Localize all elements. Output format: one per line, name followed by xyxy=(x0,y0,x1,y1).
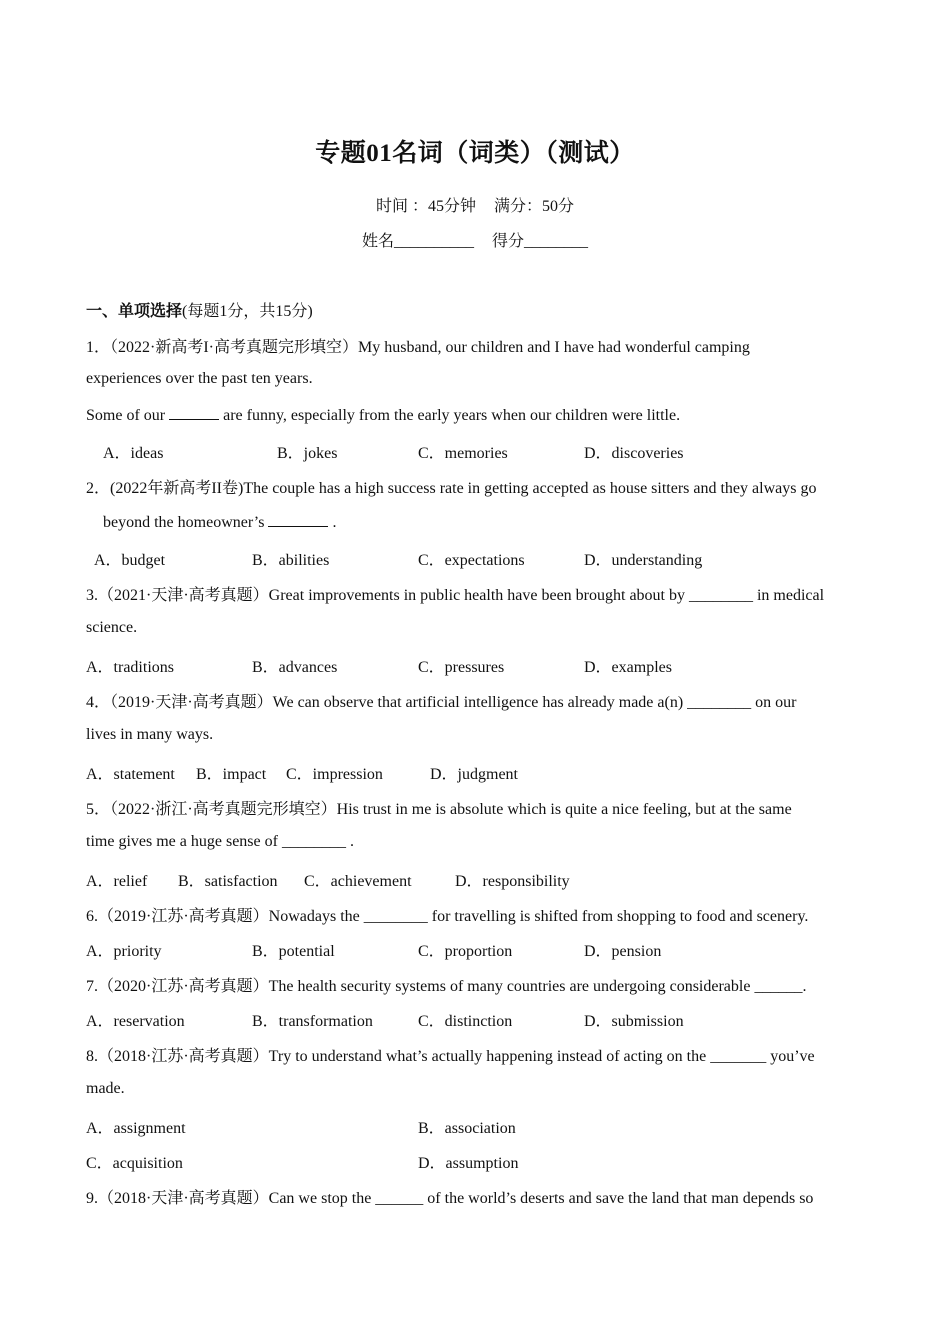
question-8-option-d: D．assumption xyxy=(418,1155,519,1172)
time-limit: 时间 ：45分钟 xyxy=(375,198,476,215)
question-6-option-b: B．potential xyxy=(252,943,335,960)
question-1-stem-cont: experiences over the past ten years. xyxy=(86,370,313,387)
question-5-option-d: D．responsibility xyxy=(455,873,570,890)
question-3-stem-cont: science. xyxy=(86,619,138,636)
question-8-option-b: B．association xyxy=(418,1120,516,1137)
question-7-option-c: C．distinction xyxy=(418,1013,513,1030)
question-2-option-a: A．budget xyxy=(94,552,166,569)
answer-blank xyxy=(169,405,219,420)
question-1-option-a: A．ideas xyxy=(103,445,164,462)
question-4-stem-cont: lives in many ways. xyxy=(86,726,214,743)
question-5-stem-cont: time gives me a huge sense of ________ . xyxy=(86,833,354,850)
question-5-option-c: C．achievement xyxy=(304,873,412,890)
section-heading-note: (每题1分，共15分) xyxy=(182,303,313,320)
question-4-option-c: C．impression xyxy=(286,766,383,783)
question-3-stem: 3.（2021·天津·高考真题）Great improvements in public health have been brought about by ________ in medical xyxy=(86,587,825,604)
question-3-option-c: C．pressures xyxy=(418,659,505,676)
section-heading xyxy=(86,298,313,321)
question-8-stem-cont: made. xyxy=(86,1080,125,1097)
question-8-stem: 8.（2018·江苏·高考真题）Try to understand what’s actually happening instead of acting on the _______ you’ve xyxy=(86,1048,815,1065)
question-6-option-d: D．pension xyxy=(584,943,662,960)
question-3-option-a: A．traditions xyxy=(86,659,174,676)
question-8-option-a: A．assignment xyxy=(86,1120,186,1137)
question-2-option-c: C．expectations xyxy=(418,552,525,569)
question-2-option-b: B．abilities xyxy=(252,552,330,569)
question-1-sentence-end: are funny, especially from the early years when our children were little. xyxy=(219,407,681,424)
section-heading-title: 一、单项选择 xyxy=(86,303,183,320)
question-2-option-d: D．understanding xyxy=(584,552,703,569)
question-2-stem: 2．(2022年新高考II卷)The couple has a high success rate in getting accepted as house sitters and they always go xyxy=(86,480,817,497)
full-score: 满分：50分 xyxy=(494,198,575,215)
question-2-sentence-end: . xyxy=(328,514,337,531)
question-5-option-a: A．relief xyxy=(86,873,148,890)
question-1-sentence-start: Some of our xyxy=(86,407,170,424)
question-4-option-d: D．judgment xyxy=(430,766,518,783)
question-4-stem: 4．（2019·天津·高考真题）We can observe that artificial intelligence has already made a(n) ________ on our xyxy=(86,694,797,711)
question-7-option-b: B．transformation xyxy=(252,1013,373,1030)
question-1-stem: 1．（2022·新高考I·高考真题完形填空）My husband, our children and I have had wonderful camping xyxy=(86,339,750,356)
question-5-stem: 5．（2022·浙江·高考真题完形填空）His trust in me is absolute which is quite a nice feeling, but at the same xyxy=(86,801,792,818)
question-8-option-c: C．acquisition xyxy=(86,1155,183,1172)
question-3-option-d: D．examples xyxy=(584,659,672,676)
question-6-stem: 6.（2019·江苏·高考真题）Nowadays the ________ for travelling is shifted from shopping to food and scenery. xyxy=(86,908,809,925)
question-9-stem: 9.（2018·天津·高考真题）Can we stop the ______ of the world’s deserts and save the land that man depends so xyxy=(86,1190,814,1207)
question-4-option-a: A．statement xyxy=(86,766,175,783)
question-7-stem: 7.（2020·江苏·高考真题）The health security systems of many countries are undergoing considerable ______. xyxy=(86,978,807,995)
name-field: 姓名__________ xyxy=(361,233,474,250)
document-title: 专题01名词（词类）（测试） xyxy=(315,140,635,167)
question-7-option-d: D．submission xyxy=(584,1013,684,1030)
question-3-option-b: B．advances xyxy=(252,659,338,676)
question-7-option-a: A．reservation xyxy=(86,1013,185,1030)
question-6-option-a: A．priority xyxy=(86,943,162,960)
question-5-option-b: B．satisfaction xyxy=(178,873,278,890)
question-1-sentence xyxy=(86,405,680,425)
question-4-option-b: B．impact xyxy=(196,766,267,783)
score-field: 得分________ xyxy=(492,233,589,250)
question-1-option-c: C．memories xyxy=(418,445,508,462)
answer-blank xyxy=(268,512,328,527)
question-1-option-b: B．jokes xyxy=(277,445,338,462)
question-2-stem-cont xyxy=(103,512,336,532)
exam-meta-name-score xyxy=(0,228,950,251)
exam-meta-time-score xyxy=(0,193,950,216)
question-1-option-d: D．discoveries xyxy=(584,445,684,462)
question-6-option-c: C．proportion xyxy=(418,943,513,960)
question-2-sentence-start: beyond the homeowner’s xyxy=(103,514,269,531)
